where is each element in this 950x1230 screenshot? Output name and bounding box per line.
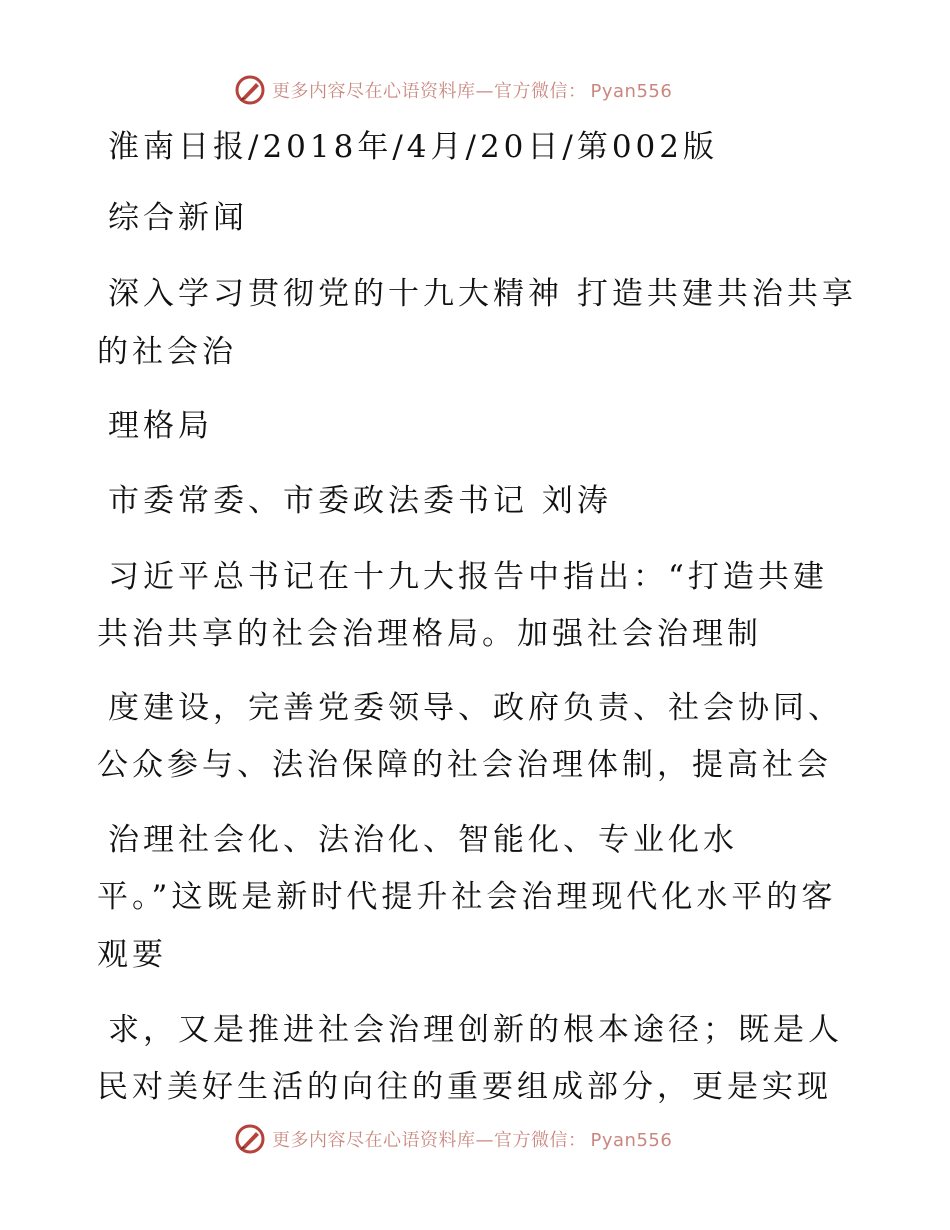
body-line: 治理社会化、法治化、智能化、专业化水 — [108, 822, 738, 858]
newspaper-source-line: 淮南日报/2018年/4月/20日/第002版 — [108, 129, 719, 165]
body-line: 观要 — [97, 937, 167, 973]
body-line: 公众参与、法治保障的社会治理体制，提高社会 — [97, 747, 832, 783]
body-line: 民对美好生活的向往的重要组成部分，更是实现 — [97, 1069, 832, 1105]
article-title-line-1: 深入学习贯彻党的十九大精神 打造共建共治共享 — [108, 276, 857, 312]
section-label: 综合新闻 — [108, 200, 248, 236]
watermark-text: 更多内容尽在心语资料库—官方微信： — [272, 1130, 587, 1151]
body-line: 求，又是推进社会治理创新的根本途径；既是人 — [108, 1012, 843, 1048]
article-title-line-3: 理格局 — [108, 408, 213, 444]
wechat-id: Pyan556 — [590, 1130, 673, 1151]
wechat-id: Pyan556 — [590, 81, 673, 102]
watermark-banner-top — [234, 72, 672, 108]
watermark-banner-bottom — [234, 1121, 672, 1157]
author-byline: 市委常委、市委政法委书记 刘涛 — [108, 483, 612, 519]
watermark-text: 更多内容尽在心语资料库—官方微信： — [272, 81, 587, 102]
quill-logo-icon — [234, 1123, 266, 1155]
article-title-line-2: 的社会治 — [97, 334, 237, 370]
body-line: 共治共享的社会治理格局。加强社会治理制 — [97, 616, 762, 652]
body-line: 度建设，完善党委领导、政府负责、社会协同、 — [108, 690, 843, 726]
body-line: 习近平总书记在十九大报告中指出：“打造共建 — [108, 559, 828, 595]
body-line: 平。”这既是新时代提升社会治理现代化水平的客 — [97, 879, 837, 915]
quill-logo-icon — [234, 74, 266, 106]
